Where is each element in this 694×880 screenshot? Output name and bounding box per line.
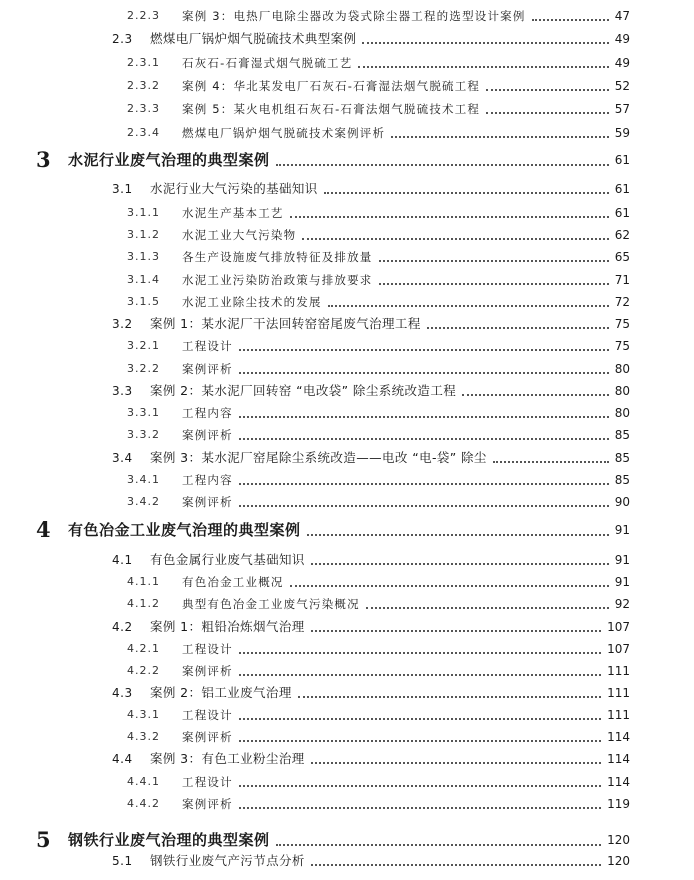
section-number: 5.1	[112, 854, 133, 868]
section-title: 水泥工业大气污染物	[182, 228, 297, 243]
dot-leader	[239, 740, 601, 742]
section-number: 4.2.1	[127, 641, 160, 655]
section-number: 3.2.2	[127, 361, 160, 375]
section-title: 案例 5：某火电机组石灰石-石膏法烟气脱硫技术工程	[182, 102, 481, 117]
toc-entry	[0, 682, 694, 704]
section-title: 案例评析	[182, 730, 233, 745]
chapter-number: 3	[36, 147, 51, 173]
toc-entry	[0, 291, 694, 313]
page-number: 52	[614, 79, 630, 94]
page-number: 80	[614, 361, 630, 376]
toc-entry	[0, 469, 694, 491]
page-number: 91	[614, 575, 630, 590]
page-number: 107	[607, 619, 630, 634]
page-number: 85	[614, 450, 630, 465]
dot-leader	[311, 864, 601, 866]
toc-entry	[0, 98, 694, 120]
section-number: 4.4	[112, 752, 133, 767]
toc-entry	[0, 638, 694, 660]
page-number: 80	[614, 406, 630, 421]
toc-entry	[0, 549, 694, 571]
toc-entry	[0, 122, 694, 144]
toc-entry	[0, 28, 694, 50]
section-number: 3.4.1	[127, 472, 160, 486]
section-title: 案例 4：华北某发电厂石灰石-石膏湿法烟气脱硫工程	[182, 79, 481, 94]
chapter-title: 有色冶金工业废气治理的典型案例	[68, 520, 301, 539]
dot-leader	[358, 66, 608, 68]
page-number: 75	[614, 317, 630, 332]
section-title: 案例 2：铝工业废气治理	[150, 684, 292, 700]
page-number: 80	[614, 383, 630, 398]
section-number: 4.3.2	[127, 730, 160, 744]
chapter-number: 5	[36, 827, 51, 853]
section-number: 4.1.2	[127, 597, 160, 610]
page-number: 47	[614, 9, 630, 24]
section-title: 有色金属行业废气基础知识	[150, 551, 305, 567]
section-title: 案例评析	[182, 361, 233, 376]
dot-leader	[486, 89, 609, 91]
section-title: 水泥工业污染防治政策与排放要求	[182, 272, 373, 287]
dot-leader	[307, 534, 609, 536]
section-title: 案例 3：电热厂电除尘器改为袋式除尘器工程的选型设计案例	[182, 9, 526, 24]
page-number: 120	[607, 854, 630, 868]
dot-leader	[239, 505, 609, 507]
section-number: 4.1.1	[127, 575, 160, 589]
section-title: 案例评析	[182, 495, 233, 510]
dot-leader	[239, 349, 609, 351]
toc-entry	[0, 5, 694, 27]
page-number: 72	[614, 294, 630, 309]
page-number: 59	[614, 125, 630, 140]
toc-entry	[0, 771, 694, 793]
page-number: 61	[614, 205, 630, 220]
chapter-title: 钢铁行业废气治理的典型案例	[68, 831, 270, 850]
dot-leader	[311, 630, 601, 632]
dot-leader	[239, 718, 601, 720]
section-title: 案例 2：某水泥厂回转窑 “电改袋” 除尘系统改造工程	[150, 382, 457, 398]
toc-entry	[0, 748, 694, 770]
page-number: 85	[614, 472, 630, 487]
page-number: 92	[614, 597, 630, 611]
section-title: 有色冶金工业概况	[182, 575, 284, 590]
toc-entry	[0, 726, 694, 748]
dot-leader	[239, 372, 609, 374]
dot-leader	[290, 216, 609, 218]
page-number: 75	[614, 339, 630, 354]
dot-leader	[239, 483, 609, 485]
section-number: 3.3.2	[127, 428, 160, 442]
dot-leader	[298, 696, 601, 698]
page-number: 49	[614, 32, 630, 47]
toc-entry	[0, 660, 694, 682]
section-title: 工程内容	[182, 406, 233, 421]
dot-leader	[462, 394, 609, 396]
section-title: 燃煤电厂锅炉烟气脱硫技术典型案例	[150, 31, 357, 47]
toc-entry	[0, 75, 694, 97]
section-title: 工程设计	[182, 339, 233, 354]
section-number: 3.2	[112, 317, 133, 332]
section-title: 案例 1：粗铅冶炼烟气治理	[150, 618, 305, 634]
dot-leader	[276, 164, 609, 166]
dot-leader	[486, 112, 609, 114]
page-number: 111	[607, 685, 630, 700]
section-number: 2.2.3	[127, 9, 160, 23]
page-number: 111	[607, 664, 630, 679]
toc-entry	[0, 616, 694, 638]
toc-entry	[0, 202, 694, 224]
section-title: 案例评析	[182, 664, 233, 679]
section-number: 2.3	[112, 32, 133, 47]
section-title: 石灰石-石膏湿式烟气脱硫工艺	[182, 55, 353, 70]
section-number: 4.2.2	[127, 664, 160, 678]
page-number: 61	[614, 181, 630, 196]
page-number: 65	[614, 250, 630, 265]
toc-entry	[0, 793, 694, 815]
section-title: 案例 1：某水泥厂干法回转窑窑尾废气治理工程	[150, 316, 421, 332]
page-number: 49	[614, 55, 630, 70]
page-number: 85	[614, 428, 630, 443]
dot-leader	[532, 19, 609, 21]
section-number: 2.3.2	[127, 79, 160, 93]
section-number: 3.1.3	[127, 250, 160, 264]
section-number: 2.3.3	[127, 102, 160, 116]
toc-entry	[0, 380, 694, 402]
section-title: 水泥工业除尘技术的发展	[182, 294, 322, 309]
toc-entry	[0, 704, 694, 726]
toc-entry	[0, 850, 694, 872]
page-number: 90	[614, 495, 630, 510]
page-number: 111	[607, 707, 630, 722]
dot-leader	[328, 305, 609, 307]
chapter-title: 水泥行业废气治理的典型案例	[68, 151, 270, 170]
section-number: 3.2.1	[127, 339, 160, 353]
dot-leader	[379, 283, 609, 285]
toc-entry	[0, 571, 694, 593]
dot-leader	[239, 674, 601, 676]
dot-leader	[239, 438, 609, 440]
dot-leader	[290, 585, 609, 587]
section-number: 3.3.1	[127, 406, 160, 420]
page-number: 62	[614, 228, 630, 243]
section-title: 典型有色冶金工业废气污染概况	[182, 597, 360, 611]
dot-leader	[379, 260, 609, 262]
toc-entry	[0, 447, 694, 469]
section-number: 3.1.4	[127, 272, 160, 286]
dot-leader	[362, 42, 608, 44]
section-number: 4.4.2	[127, 796, 160, 810]
section-number: 4.1	[112, 552, 133, 567]
section-title: 案例评析	[182, 796, 233, 811]
dot-leader	[239, 652, 601, 654]
section-title: 案例评析	[182, 428, 233, 443]
page-number: 114	[607, 730, 630, 745]
toc-entry	[0, 313, 694, 335]
section-number: 3.1.5	[127, 294, 160, 308]
toc-entry	[0, 246, 694, 268]
section-title: 各生产设施废气排放特征及排放量	[182, 250, 373, 265]
page-number: 120	[607, 833, 630, 848]
page-number: 71	[614, 272, 630, 287]
toc-entry	[0, 515, 694, 545]
dot-leader	[324, 192, 609, 194]
dot-leader	[493, 461, 609, 463]
section-title: 水泥生产基本工艺	[182, 205, 284, 220]
page-number: 114	[607, 774, 630, 789]
dot-leader	[427, 327, 609, 329]
toc-entry	[0, 424, 694, 446]
page-number: 91	[614, 552, 630, 567]
section-title: 工程设计	[182, 774, 233, 789]
toc-entry	[0, 178, 694, 200]
toc-entry	[0, 491, 694, 513]
section-title: 工程内容	[182, 472, 233, 487]
section-number: 4.4.1	[127, 774, 160, 788]
section-title: 燃煤电厂锅炉烟气脱硫技术案例评析	[182, 125, 386, 140]
dot-leader	[311, 762, 601, 764]
dot-leader	[239, 785, 601, 787]
toc-entry	[0, 145, 694, 175]
toc-entry	[0, 269, 694, 291]
section-title: 工程设计	[182, 641, 233, 656]
page-number: 91	[614, 522, 630, 537]
section-title: 工程设计	[182, 707, 233, 722]
dot-leader	[311, 563, 609, 565]
page-number: 114	[607, 752, 630, 767]
toc-entry	[0, 52, 694, 74]
toc-entry	[0, 224, 694, 246]
section-title: 案例 3：某水泥厂窑尾除尘系统改造——电改 “电-袋” 除尘	[150, 449, 487, 465]
section-number: 3.3	[112, 383, 133, 398]
dot-leader	[276, 844, 602, 846]
dot-leader	[391, 136, 609, 138]
dot-leader	[239, 807, 601, 809]
dot-leader	[366, 607, 609, 609]
page-number: 107	[607, 641, 630, 656]
toc-entry	[0, 593, 694, 615]
section-number: 3.4	[112, 450, 133, 465]
section-number: 3.1.2	[127, 228, 160, 242]
chapter-number: 4	[36, 516, 51, 542]
section-number: 3.1.1	[127, 205, 160, 219]
section-title: 钢铁行业废气产污节点分析	[150, 853, 305, 868]
section-number: 2.3.4	[127, 125, 160, 139]
toc-entry	[0, 335, 694, 357]
section-number: 4.3	[112, 685, 133, 700]
page-number: 57	[614, 102, 630, 117]
toc-entry	[0, 358, 694, 380]
section-number: 3.1	[112, 181, 133, 196]
section-number: 3.4.2	[127, 495, 160, 509]
page-number: 119	[607, 796, 630, 811]
page-number: 61	[614, 153, 630, 168]
section-number: 4.2	[112, 619, 133, 634]
toc-entry	[0, 402, 694, 424]
dot-leader	[239, 416, 609, 418]
section-number: 2.3.1	[127, 55, 160, 69]
section-number: 4.3.1	[127, 707, 160, 721]
dot-leader	[302, 238, 608, 240]
section-title: 水泥行业大气污染的基础知识	[150, 180, 318, 196]
section-title: 案例 3：有色工业粉尘治理	[150, 751, 305, 767]
